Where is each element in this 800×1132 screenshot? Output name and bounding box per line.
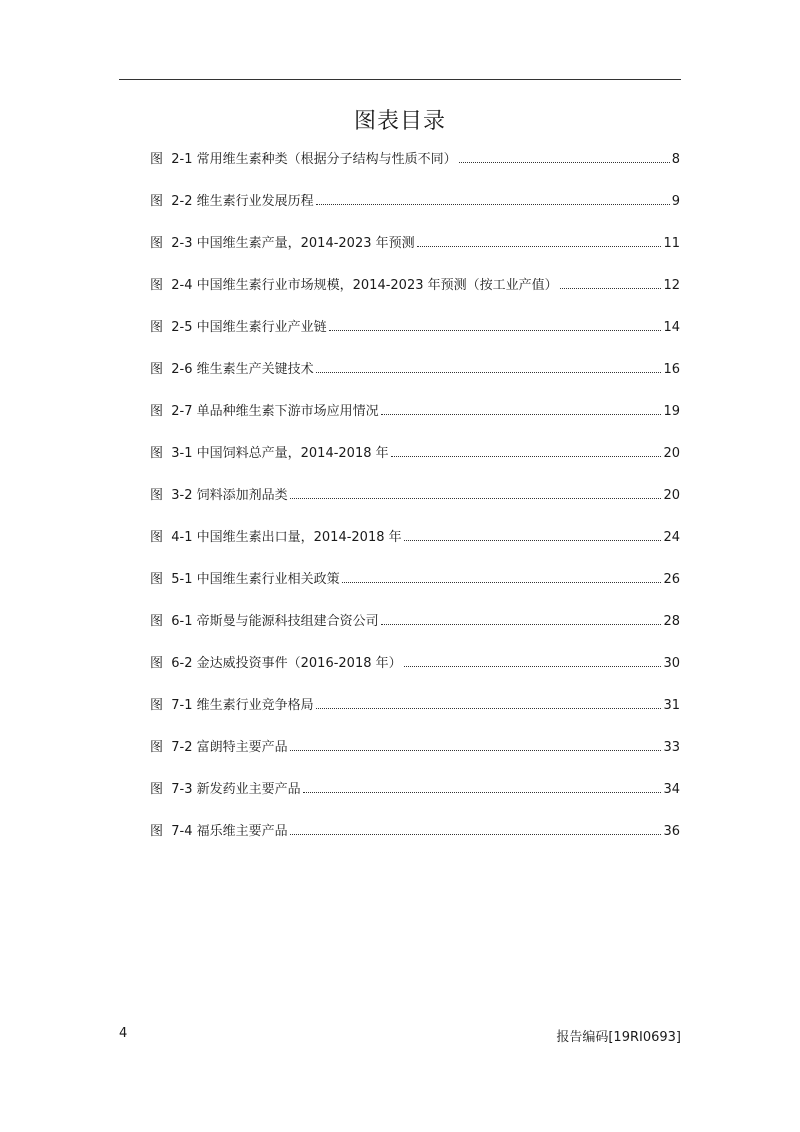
toc-entry[interactable]: [150, 485, 680, 527]
toc-entry-page: 9: [671, 194, 680, 209]
toc-entry-page: 12: [663, 278, 680, 293]
dot-leader: [329, 330, 662, 331]
dot-leader: [381, 624, 662, 625]
toc-entry-label: 图 7-1 维生素行业竞争格局: [150, 698, 314, 713]
dot-leader: [303, 792, 662, 793]
report-code: 报告编码[19RI0693]: [556, 1030, 681, 1045]
figure-list: [150, 149, 680, 863]
toc-entry[interactable]: [150, 821, 680, 863]
toc-entry-page: 33: [663, 740, 680, 755]
page-title: 图表目录: [353, 109, 446, 134]
dot-leader: [404, 666, 662, 667]
toc-entry-label: 图 7-3 新发药业主要产品: [150, 782, 301, 797]
toc-entry[interactable]: [150, 401, 680, 443]
toc-entry-page: 11: [663, 236, 680, 251]
toc-entry-label: 图 2-7 单品种维生素下游市场应用情况: [150, 404, 379, 419]
toc-entry-page: 14: [663, 320, 680, 335]
toc-entry[interactable]: [150, 611, 680, 653]
toc-entry-label: 图 5-1 中国维生素行业相关政策: [150, 572, 340, 587]
toc-entry[interactable]: [150, 149, 680, 191]
toc-entry-page: 20: [663, 488, 680, 503]
toc-entry-label: 图 2-2 维生素行业发展历程: [150, 194, 314, 209]
dot-leader: [391, 456, 662, 457]
toc-entry-label: 图 7-2 富朗特主要产品: [150, 740, 288, 755]
toc-entry[interactable]: [150, 233, 680, 275]
dot-leader: [342, 582, 662, 583]
toc-entry-label: 图 2-1 常用维生素种类（根据分子结构与性质不同）: [150, 152, 457, 167]
dot-leader: [417, 246, 662, 247]
toc-entry[interactable]: [150, 317, 680, 359]
toc-entry[interactable]: [150, 527, 680, 569]
toc-entry-page: 20: [663, 446, 680, 461]
toc-entry-page: 28: [663, 614, 680, 629]
toc-entry-page: 8: [671, 152, 680, 167]
dot-leader: [560, 288, 662, 289]
dot-leader: [290, 498, 662, 499]
toc-entry-label: 图 3-2 饲料添加剂品类: [150, 488, 288, 503]
toc-entry-page: 26: [663, 572, 680, 587]
toc-entry[interactable]: [150, 359, 680, 401]
toc-entry-label: 图 4-1 中国维生素出口量，2014-2018 年: [150, 530, 402, 545]
dot-leader: [316, 204, 670, 205]
dot-leader: [290, 750, 662, 751]
dot-leader: [381, 414, 662, 415]
toc-entry-label: 图 2-5 中国维生素行业产业链: [150, 320, 327, 335]
dot-leader: [404, 540, 662, 541]
toc-entry-label: 图 3-1 中国饲料总产量，2014-2018 年: [150, 446, 389, 461]
toc-entry[interactable]: [150, 779, 680, 821]
toc-entry-label: 图 2-3 中国维生素产量，2014-2023 年预测: [150, 236, 415, 251]
toc-entry-page: 24: [663, 530, 680, 545]
toc-entry[interactable]: [150, 191, 680, 233]
toc-entry-page: 19: [663, 404, 680, 419]
toc-entry[interactable]: [150, 653, 680, 695]
header-rule: [119, 79, 681, 80]
toc-entry[interactable]: [150, 275, 680, 317]
dot-leader: [316, 372, 662, 373]
toc-entry[interactable]: [150, 737, 680, 779]
toc-entry[interactable]: [150, 443, 680, 485]
toc-entry-label: 图 2-6 维生素生产关键技术: [150, 362, 314, 377]
dot-leader: [290, 834, 662, 835]
toc-entry-label: 图 2-4 中国维生素行业市场规模，2014-2023 年预测（按工业产值）: [150, 278, 558, 293]
toc-entry-page: 16: [663, 362, 680, 377]
toc-entry-page: 34: [663, 782, 680, 797]
toc-entry-label: 图 7-4 福乐维主要产品: [150, 824, 288, 839]
toc-entry[interactable]: [150, 569, 680, 611]
page-number: 4: [119, 1026, 128, 1041]
dot-leader: [459, 162, 670, 163]
toc-entry[interactable]: [150, 695, 680, 737]
dot-leader: [316, 708, 662, 709]
toc-entry-label: 图 6-1 帝斯曼与能源科技组建合资公司: [150, 614, 379, 629]
toc-entry-page: 30: [663, 656, 680, 671]
toc-entry-label: 图 6-2 金达威投资事件（2016-2018 年）: [150, 656, 402, 671]
toc-entry-page: 36: [663, 824, 680, 839]
toc-entry-page: 31: [663, 698, 680, 713]
